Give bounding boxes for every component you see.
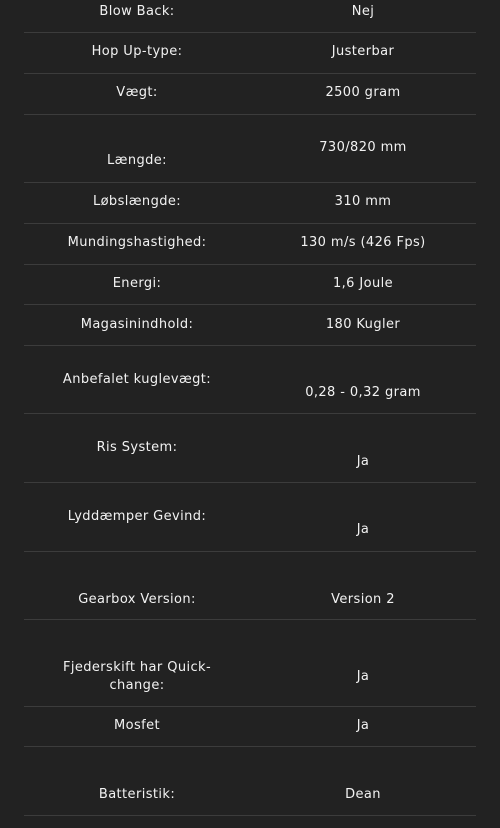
row-divider: [24, 746, 476, 747]
row-divider: [24, 223, 476, 224]
spec-label: Vægt:: [116, 85, 158, 100]
spec-value: 130 m/s (426 Fps): [300, 235, 426, 250]
row-divider: [24, 114, 476, 115]
spec-label: Mundingshastighed:: [67, 235, 207, 250]
spec-value: 0,28 - 0,32 gram: [305, 385, 421, 400]
spec-value: Nej: [351, 4, 375, 19]
row-divider: [24, 619, 476, 620]
spec-value: Ja: [356, 669, 370, 684]
spec-label: Blow Back:: [99, 4, 175, 19]
row-divider: [24, 32, 476, 33]
spec-value: 1,6 Joule: [332, 276, 394, 291]
row-divider: [24, 264, 476, 265]
spec-value: Dean: [345, 787, 381, 802]
spec-value: 730/820 mm: [319, 140, 407, 155]
spec-label: Hop Up-type:: [91, 44, 183, 59]
row-divider: [24, 304, 476, 305]
spec-label: Mosfet: [113, 718, 160, 733]
spec-label: Gearbox Version:: [78, 592, 196, 607]
row-divider: [24, 413, 476, 414]
row-divider: [24, 551, 476, 552]
spec-value: Ja: [356, 718, 370, 733]
spec-label: Løbslængde:: [92, 194, 182, 209]
spec-value: Justerbar: [331, 44, 395, 59]
spec-value: 310 mm: [334, 194, 392, 209]
spec-value: Version 2: [331, 592, 395, 607]
spec-label: Magasinindhold:: [80, 317, 194, 332]
spec-label: Batteristik:: [98, 787, 176, 802]
spec-label: Længde:: [107, 153, 167, 168]
row-divider: [24, 73, 476, 74]
spec-label: Energi:: [112, 276, 162, 291]
row-divider: [24, 706, 476, 707]
spec-label: Anbefalet kuglevægt:: [62, 372, 212, 387]
spec-label: Ris System:: [96, 440, 178, 455]
spec-label: Lyddæmper Gevind:: [67, 509, 207, 524]
row-divider: [24, 345, 476, 346]
spec-value: Ja: [356, 454, 370, 469]
row-divider: [24, 815, 476, 816]
row-divider: [24, 482, 476, 483]
spec-value: 2500 gram: [325, 85, 401, 100]
spec-value: Ja: [356, 522, 370, 537]
spec-label: Fjederskift har Quick-change:: [62, 660, 212, 693]
spec-value: 180 Kugler: [325, 317, 401, 332]
row-divider: [24, 182, 476, 183]
